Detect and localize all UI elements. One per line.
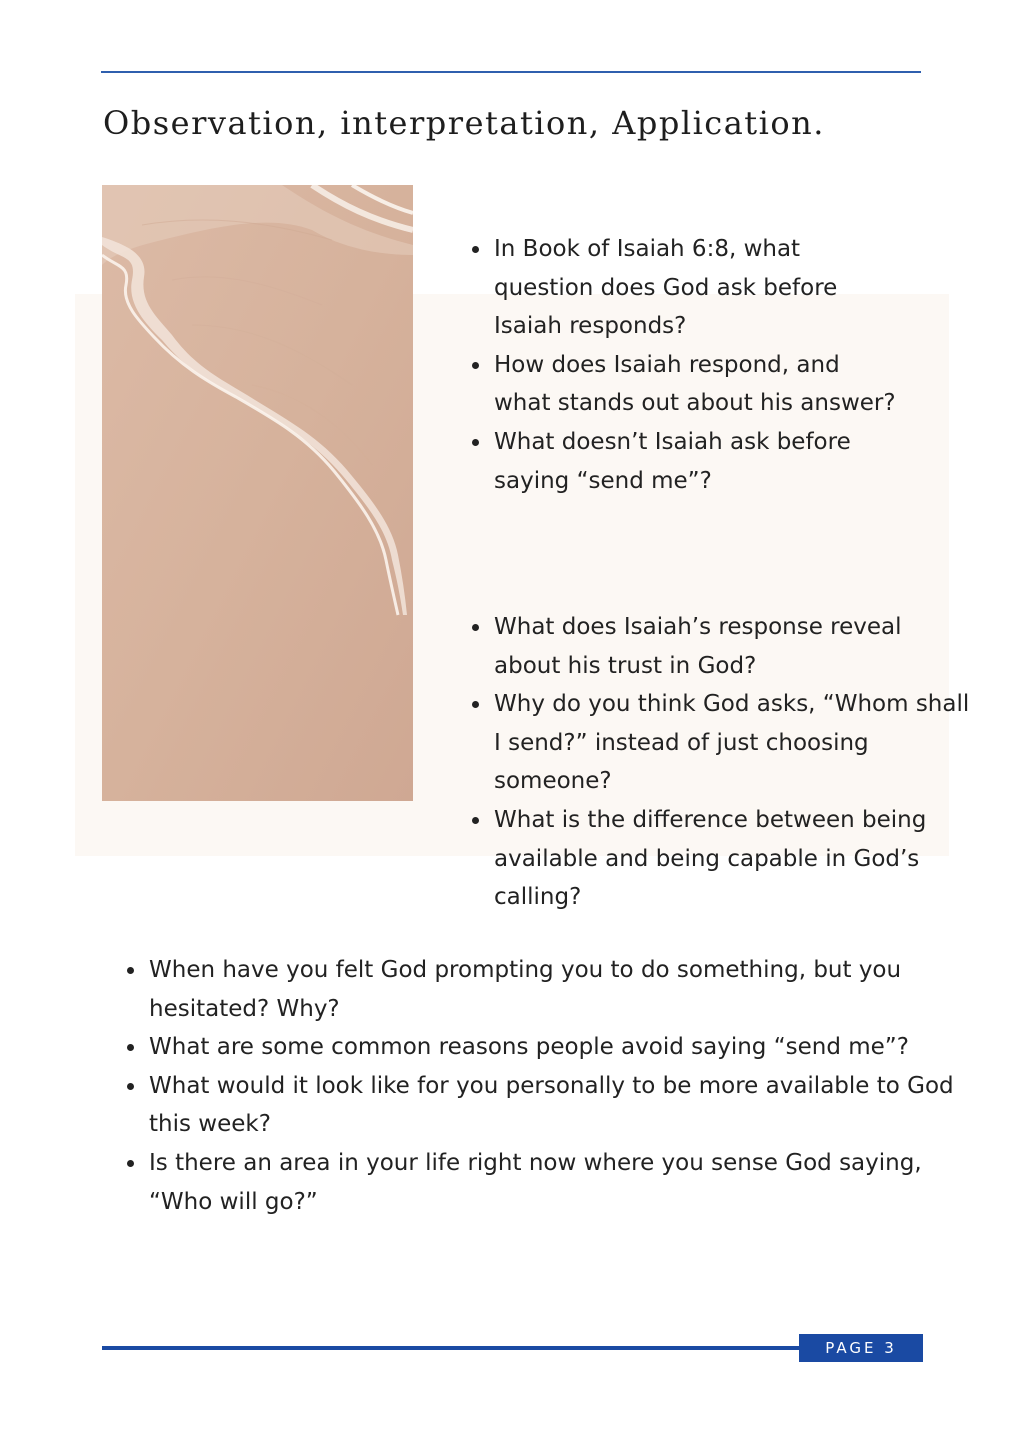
beach-shoreline-photo	[102, 185, 413, 801]
list-item: • Why do you think God asks, “Whom shall I send?” instead of just choosing someone?	[492, 685, 972, 801]
list-item: • When have you felt God prompting you to do something, but you hesitated? Why?	[147, 951, 957, 1028]
interpretation-questions	[467, 608, 972, 917]
list-item: • What does Isaiah’s response reveal about his trust in God?	[492, 608, 972, 685]
application-questions	[122, 951, 957, 1221]
list-item: • What is the difference between being available and being capable in God’s calling?	[492, 801, 972, 917]
top-divider	[101, 71, 921, 73]
page-title: Observation, interpretation, Application.	[103, 104, 825, 142]
list-item: • What doesn’t Isaiah ask before saying “send me”?	[492, 423, 902, 500]
bottom-divider	[102, 1346, 802, 1350]
list-item: • How does Isaiah respond, and what stands out about his answer?	[492, 346, 902, 423]
list-item: • What are some common reasons people avoid saying “send me”?	[147, 1028, 957, 1067]
observation-questions	[467, 230, 902, 500]
list-item: • What would it look like for you personally to be more available to God this week?	[147, 1067, 957, 1144]
page-number-badge: PAGE 3	[799, 1334, 923, 1362]
list-item: • In Book of Isaiah 6:8, what question does God ask before Isaiah responds?	[492, 230, 902, 346]
list-item: • Is there an area in your life right now where you sense God saying, “Who will go?”	[147, 1144, 957, 1221]
